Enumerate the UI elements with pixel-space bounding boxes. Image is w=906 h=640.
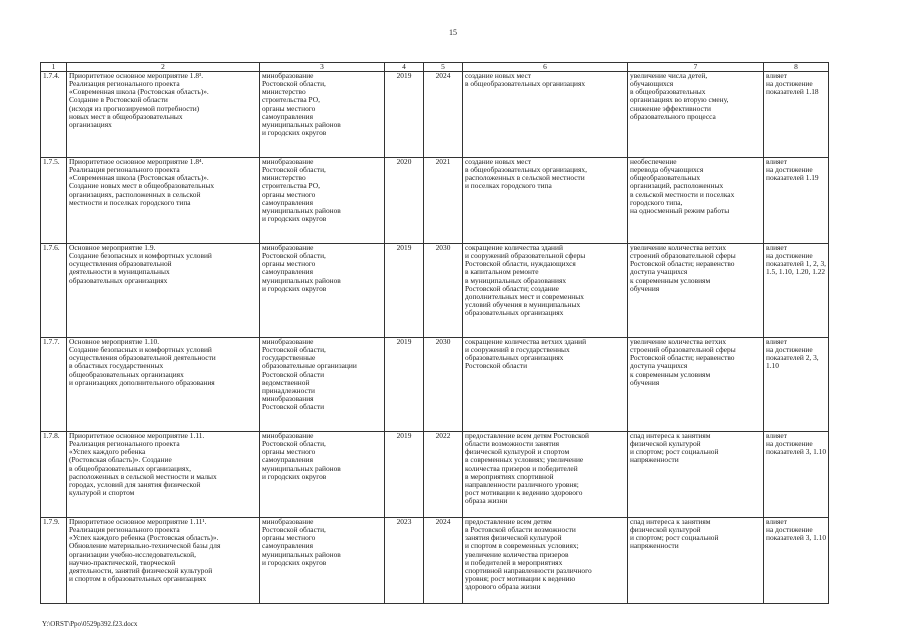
text-line: строительства РО, <box>262 181 320 191</box>
text-line: Ростовской области, <box>262 79 326 89</box>
text-line: организации учебно-исследовательской, <box>69 549 196 559</box>
text-line: научно-практической, творческой <box>69 557 176 567</box>
text-line: влияет <box>766 243 787 252</box>
text-line: на достижение <box>766 525 813 535</box>
text-line: Приоритетное основное мероприятие 1.8⁴. <box>69 157 204 166</box>
text-line: количества призеров и победителей <box>465 463 578 473</box>
text-line: ведомственной <box>262 377 310 387</box>
row-number: 1.7.7. <box>41 338 67 432</box>
text-line: образа жизни <box>465 496 508 506</box>
text-line: минобразование <box>262 431 314 440</box>
text-line: минобразования <box>262 394 314 404</box>
text-line: минобразование <box>262 337 314 346</box>
text-line: Обновление материально-технической базы для <box>69 541 221 551</box>
text-line: деятельности, занятий физической культурой <box>69 565 213 575</box>
text-line: в общеобразовательных организациях, <box>465 165 587 175</box>
text-line: муниципальных районов <box>262 275 341 285</box>
text-line: показателей 1.18 <box>766 87 819 97</box>
indicator-link <box>764 518 829 604</box>
text-line: и спортом в современных условиях; <box>465 541 579 551</box>
text-line: расположенных в сельской местности <box>465 173 585 183</box>
end-year: 2021 <box>424 158 463 244</box>
text-line: показателей 1, 2, 3, <box>766 259 827 269</box>
text-line: Реализация регионального проекта <box>69 79 180 89</box>
text-line: минобразование <box>262 243 314 252</box>
text-line: Ростовской области <box>465 361 528 371</box>
start-year: 2019 <box>385 432 424 518</box>
text-line: обучения <box>630 283 660 293</box>
text-line: общеобразовательных организациях <box>69 369 184 379</box>
text-line: на достижение <box>766 165 813 175</box>
text-line: организациях во вторую смену, <box>630 95 729 105</box>
text-line: Создание новых мест в общеобразовательных <box>69 181 215 191</box>
text-line: «Успех каждого ребенка (Ростовская область)». <box>69 533 219 543</box>
measure-description <box>67 158 260 244</box>
footer-file-path: Y:\ORST\Ppo\0529p392.f23.docx <box>42 620 138 628</box>
text-line: на достижение <box>766 345 813 355</box>
end-year: 2030 <box>424 244 463 338</box>
column-number: 5 <box>424 63 463 72</box>
text-line: принадлежности <box>262 385 315 395</box>
text-line: минобразование <box>262 71 314 80</box>
text-line: органы местного <box>262 103 316 113</box>
measure-description <box>67 244 260 338</box>
text-line: и городских округов <box>262 128 327 138</box>
text-line: строений образовательной сферы <box>630 251 736 261</box>
column-number: 7 <box>628 63 764 72</box>
text-line: перевода обучающихся <box>630 165 704 175</box>
text-line: снижение эффективности <box>630 103 711 113</box>
text-line: муниципальных районов <box>262 463 341 473</box>
text-line: условий обучения в муниципальных <box>465 300 581 310</box>
non-implementation-consequence <box>628 518 764 604</box>
text-line: направленности различного уровня; <box>465 479 579 489</box>
text-line: 1.5, 1.10, 1.20, 1.22 <box>766 267 826 277</box>
text-line: Ростовской области <box>262 402 325 412</box>
text-line: Создание безопасных и комфортных условий <box>69 251 212 261</box>
text-line: деятельности в муниципальных <box>69 267 170 277</box>
text-line: занятия физической культурой <box>465 533 562 543</box>
text-line: и спортом; рост социальной <box>630 533 719 543</box>
expected-result <box>463 432 628 518</box>
table-row <box>41 432 829 518</box>
text-line: показателей 3, 1.10 <box>766 533 827 543</box>
text-line: образовательных организациях <box>465 353 564 363</box>
indicator-link <box>764 72 829 158</box>
row-number: 1.7.5. <box>41 158 67 244</box>
text-line: создание новых мест <box>465 71 532 80</box>
text-line: напряженности <box>630 541 679 551</box>
table-row <box>41 338 829 432</box>
text-line: физической культурой <box>630 439 701 449</box>
expected-result <box>463 244 628 338</box>
text-line: физической культурой и спортом <box>465 447 570 457</box>
text-line: физической культурой <box>630 525 701 535</box>
text-line: и поселках городского типа <box>465 181 552 191</box>
measure-description <box>67 432 260 518</box>
text-line: Приоритетное основное мероприятие 1.11. <box>69 431 205 440</box>
text-line: показателей 3, 1.10 <box>766 447 827 457</box>
text-line: муниципальных районов <box>262 205 341 215</box>
text-line: влияет <box>766 431 787 440</box>
non-implementation-consequence <box>628 432 764 518</box>
text-line: к современным условиям <box>630 275 711 285</box>
text-line: минобразование <box>262 517 314 526</box>
text-line: увеличение количества ветхих <box>630 243 727 252</box>
text-line: на достижение <box>766 439 813 449</box>
end-year: 2022 <box>424 432 463 518</box>
expected-result <box>463 338 628 432</box>
text-line: здорового образа жизни <box>465 582 541 592</box>
text-line: новых мест в общеобразовательных <box>69 111 183 121</box>
text-line: в сельской местности и поселках <box>630 189 735 199</box>
text-line: влияет <box>766 71 787 80</box>
text-line: в общеобразовательных <box>630 87 706 97</box>
expected-result <box>463 72 628 158</box>
text-line: необеспечение <box>630 157 677 166</box>
measure-description <box>67 338 260 432</box>
text-line: Реализация регионального проекта <box>69 525 180 535</box>
page-number: 15 <box>449 28 457 37</box>
text-line: Ростовской области, нуждающихся <box>465 259 576 269</box>
text-line: Приоритетное основное мероприятие 1.8³. <box>69 71 204 80</box>
measures-table <box>40 62 829 604</box>
text-line: самоуправления <box>262 541 314 551</box>
text-line: в мероприятиях спортивной <box>465 471 554 481</box>
text-line: Реализация регионального проекта <box>69 165 180 175</box>
text-line: Основное мероприятие 1.10. <box>69 337 160 346</box>
table-row <box>41 244 829 338</box>
text-line: образовательного процесса <box>630 111 716 121</box>
column-number: 8 <box>764 63 829 72</box>
text-line: увеличение количества призеров <box>465 549 569 559</box>
responsible-executor <box>260 244 385 338</box>
text-line: образовательных организациях <box>465 308 564 318</box>
start-year: 2019 <box>385 72 424 158</box>
measure-description <box>67 518 260 604</box>
text-line: Ростовской области, <box>262 345 326 355</box>
text-line: в капитальном ремонте <box>465 267 539 277</box>
text-line: Создание в Ростовской области <box>69 95 168 105</box>
text-line: влияет <box>766 517 787 526</box>
row-number: 1.7.9. <box>41 518 67 604</box>
text-line: органы местного <box>262 259 316 269</box>
text-line: дополнительных мест и современных <box>465 291 584 301</box>
responsible-executor <box>260 432 385 518</box>
start-year: 2023 <box>385 518 424 604</box>
end-year: 2024 <box>424 518 463 604</box>
text-line: уровня; рост мотивации к ведению <box>465 574 576 584</box>
responsible-executor <box>260 72 385 158</box>
text-line: Приоритетное основное мероприятие 1.11¹. <box>69 517 207 526</box>
text-line: и городских округов <box>262 283 327 293</box>
start-year: 2019 <box>385 338 424 432</box>
text-line: организаций, расположенных <box>630 181 724 191</box>
text-line: показателей 1.19 <box>766 173 819 183</box>
column-number: 6 <box>463 63 628 72</box>
text-line: государственные <box>262 353 316 363</box>
text-line: на достижение <box>766 251 813 261</box>
column-number-row <box>41 63 829 72</box>
text-line: расположенных в сельской местности и малых <box>69 471 217 481</box>
text-line: Ростовской области, <box>262 439 326 449</box>
indicator-link <box>764 432 829 518</box>
text-line: рост мотивации к ведению здорового <box>465 488 583 498</box>
text-line: сокращение количества зданий <box>465 243 563 252</box>
text-line: министерство <box>262 87 306 97</box>
text-line: в Ростовской области возможности <box>465 525 576 535</box>
text-line: спортивной направленности различного <box>465 565 592 575</box>
end-year: 2024 <box>424 72 463 158</box>
text-line: самоуправления <box>262 111 314 121</box>
text-line: органы местного <box>262 533 316 543</box>
non-implementation-consequence <box>628 158 764 244</box>
text-line: увеличение количества ветхих <box>630 337 727 346</box>
text-line: напряженности <box>630 455 679 465</box>
measure-description <box>67 72 260 158</box>
text-line: предоставление всем детям <box>465 517 552 526</box>
text-line: Ростовской области; создание <box>465 283 559 293</box>
column-number: 1 <box>41 63 67 72</box>
text-line: спад интереса к занятиям <box>630 517 711 526</box>
text-line: спад интереса к занятиям <box>630 431 711 440</box>
table-row <box>41 518 829 604</box>
text-line: «Успех каждого ребенка <box>69 447 146 457</box>
text-line: культурой и спортом <box>69 488 135 498</box>
text-line: обучения <box>630 377 660 387</box>
text-line: строений образовательной сферы <box>630 345 736 355</box>
table-row <box>41 158 829 244</box>
text-line: Ростовской области, <box>262 525 326 535</box>
text-line: и сооружений образовательной сферы <box>465 251 586 261</box>
text-line: минобразование <box>262 157 314 166</box>
text-line: организациях, расположенных в сельской <box>69 189 201 199</box>
text-line: показателей 2, 3, <box>766 353 819 363</box>
text-line: «Современная школа (Ростовская область)». <box>69 173 209 183</box>
text-line: предоставление всем детям Ростовской <box>465 431 589 440</box>
text-line: обучающихся <box>630 79 674 89</box>
non-implementation-consequence <box>628 72 764 158</box>
text-line: образовательные организации <box>262 361 357 371</box>
row-number: 1.7.4. <box>41 72 67 158</box>
indicator-link <box>764 338 829 432</box>
indicator-link <box>764 244 829 338</box>
text-line: общеобразовательных <box>630 173 701 183</box>
text-line: и победителей в мероприятиях <box>465 557 563 567</box>
text-line: на односменный режим работы <box>630 205 730 215</box>
text-line: министерство <box>262 173 306 183</box>
text-line: Ростовской области; неравенство <box>630 259 735 269</box>
text-line: (исходя из прогнозируемой потребности) <box>69 103 200 113</box>
column-number: 3 <box>260 63 385 72</box>
text-line: и спортом; рост социальной <box>630 447 719 457</box>
text-line: влияет <box>766 157 787 166</box>
text-line: и организациях дополнительного образования <box>69 377 215 387</box>
text-line: муниципальных районов <box>262 119 341 129</box>
text-line: к современным условиям <box>630 369 711 379</box>
text-line: и городских округов <box>262 557 327 567</box>
text-line: муниципальных районов <box>262 549 341 559</box>
text-line: осуществления образовательной деятельности <box>69 353 216 363</box>
text-line: доступа учащихся <box>630 267 688 277</box>
row-number: 1.7.6. <box>41 244 67 338</box>
text-line: Создание безопасных и комфортных условий <box>69 345 212 355</box>
text-line: органы местного <box>262 189 316 199</box>
text-line: 1.10 <box>766 361 779 371</box>
text-line: Основное мероприятие 1.9. <box>69 243 156 252</box>
responsible-executor <box>260 518 385 604</box>
text-line: Ростовской области; неравенство <box>630 353 735 363</box>
text-line: осуществления образовательной <box>69 259 172 269</box>
text-line: местности и поселках городского типа <box>69 197 191 207</box>
end-year: 2030 <box>424 338 463 432</box>
text-line: в общеобразовательных организациях, <box>69 463 191 473</box>
text-line: Реализация регионального проекта <box>69 439 180 449</box>
text-line: самоуправления <box>262 455 314 465</box>
text-line: в современных условиях; увеличение <box>465 455 584 465</box>
table-row <box>41 72 829 158</box>
start-year: 2020 <box>385 158 424 244</box>
expected-result <box>463 518 628 604</box>
text-line: (Ростовская область)». Создание <box>69 455 172 465</box>
text-line: строительства РО, <box>262 95 320 105</box>
text-line: и городских округов <box>262 471 327 481</box>
text-line: в муниципальных образованиях <box>465 275 567 285</box>
row-number: 1.7.8. <box>41 432 67 518</box>
expected-result <box>463 158 628 244</box>
text-line: создание новых мест <box>465 157 532 166</box>
indicator-link <box>764 158 829 244</box>
text-line: и спортом в образовательных организациях <box>69 574 207 584</box>
text-line: Ростовской области, <box>262 165 326 175</box>
text-line: на достижение <box>766 79 813 89</box>
text-line: и городских округов <box>262 214 327 224</box>
non-implementation-consequence <box>628 338 764 432</box>
start-year: 2019 <box>385 244 424 338</box>
text-line: самоуправления <box>262 197 314 207</box>
text-line: органы местного <box>262 447 316 457</box>
text-line: увеличение числа детей, <box>630 71 708 80</box>
text-line: самоуправления <box>262 267 314 277</box>
text-line: области возможности занятия <box>465 439 560 449</box>
text-line: «Современная школа (Ростовская область)». <box>69 87 209 97</box>
column-number: 4 <box>385 63 424 72</box>
text-line: образовательных организациях <box>69 275 168 285</box>
text-line: городах, условий для занятия физической <box>69 479 201 489</box>
text-line: Ростовской области <box>262 369 325 379</box>
text-line: доступа учащихся <box>630 361 688 371</box>
column-number: 2 <box>67 63 260 72</box>
text-line: в областных государственных <box>69 361 164 371</box>
text-line: и сооружений в государственных <box>465 345 570 355</box>
responsible-executor <box>260 158 385 244</box>
text-line: городского типа, <box>630 197 683 207</box>
responsible-executor <box>260 338 385 432</box>
text-line: влияет <box>766 337 787 346</box>
non-implementation-consequence <box>628 244 764 338</box>
text-line: в общеобразовательных организациях <box>465 79 586 89</box>
text-line: сокращение количества ветхих зданий <box>465 337 587 346</box>
text-line: организациях <box>69 119 112 129</box>
text-line: Ростовской области, <box>262 251 326 261</box>
